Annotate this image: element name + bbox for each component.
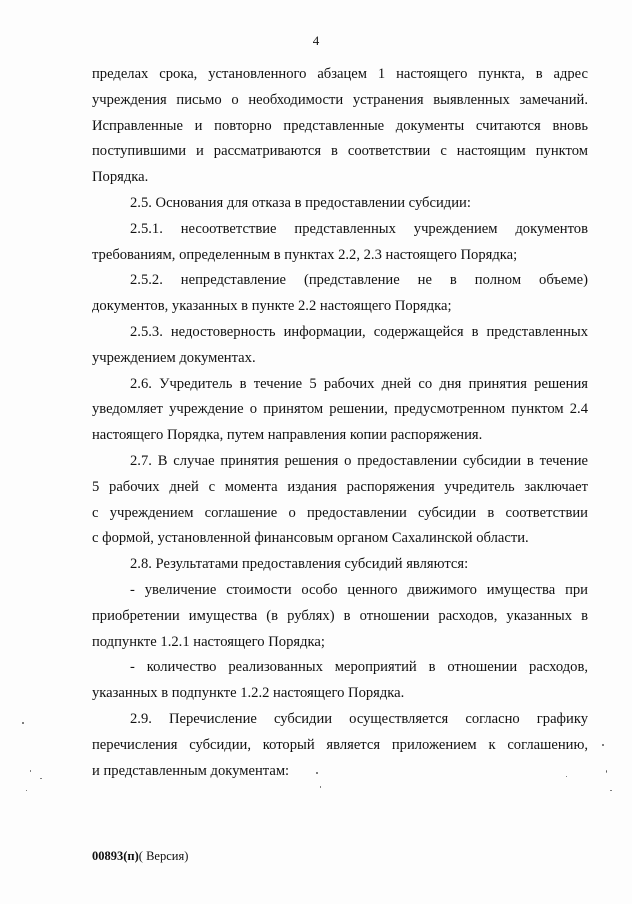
- text-line: перечисления субсидии, который является приложением к соглашению,: [92, 736, 588, 753]
- text-line: 2.5.2. непредставление (представление не в полном объеме): [130, 272, 588, 289]
- scan-speck: [566, 776, 567, 777]
- scan-speck: [320, 786, 321, 788]
- text-line: - увеличение стоимости особо ценного движимого имущества при: [130, 581, 588, 598]
- text-line: требованиям, определенным в пунктах 2.2, 2.3 настоящего Порядка;: [92, 246, 518, 263]
- text-line: документов, указанных в пункте 2.2 настоящего Порядка;: [92, 298, 452, 315]
- document-footer: [92, 849, 188, 864]
- scan-speck: [316, 772, 318, 774]
- text-line: 2.8. Результатами предоставления субсидий являются:: [130, 556, 469, 573]
- text-line: указанных в подпункте 1.2.2 настоящего Порядка.: [92, 685, 405, 702]
- text-line: пределах срока, установленного абзацем 1 настоящего пункта, в адрес: [92, 66, 588, 82]
- text-line: 2.9. Перечисление субсидии осуществляется согласно графику: [130, 710, 588, 727]
- text-line: 2.5.3. недостоверность информации, содержащейся в представленных: [130, 323, 588, 340]
- document-code: 00893(п): [92, 849, 139, 863]
- text-line: приобретении имущества (в рублях) в отношении расходов, указанных в: [92, 607, 588, 624]
- scan-speck: [606, 770, 607, 773]
- text-line: поступившими и рассматриваются в соответствии с настоящим пунктом: [92, 143, 588, 160]
- scan-speck: [602, 744, 604, 746]
- text-line: с формой, установленной финансовым органом Сахалинской области.: [92, 530, 529, 547]
- scan-speck: [30, 770, 31, 772]
- text-line: - количество реализованных мероприятий в отношении расходов,: [130, 659, 588, 676]
- page-number: 4: [312, 33, 320, 48]
- text-line: учреждения письмо о необходимости устранения выявленных замечаний.: [92, 91, 588, 108]
- document-body: [92, 62, 588, 784]
- text-line: 5 рабочих дней с момента издания распоряжения учредитель заключает: [92, 478, 588, 495]
- scan-speck: [26, 790, 27, 791]
- text-line: уведомляет учреждение о принятом решении, предусмотренном пунктом 2.4: [92, 401, 588, 418]
- scan-speck: [40, 778, 42, 779]
- text-line: учреждением документах.: [92, 349, 256, 366]
- document-version: ( Версия): [138, 849, 189, 863]
- text-line: Исправленные и повторно представленные документы считаются вновь: [92, 117, 588, 134]
- text-line: настоящего Порядка, путем направления копии распоряжения.: [92, 427, 483, 444]
- text-line: и представленным документам:: [92, 762, 290, 779]
- text-line: 2.7. В случае принятия решения о предоставлении субсидии в течение: [130, 452, 588, 469]
- text-line: с учреждением соглашение о предоставлении субсидии в соответствии: [92, 504, 588, 521]
- text-line: 2.6. Учредитель в течение 5 рабочих дней со дня принятия решения: [130, 375, 588, 392]
- text-line: 2.5.1. несоответствие представленных учреждением документов: [130, 220, 588, 237]
- text-line: 2.5. Основания для отказа в предоставлении субсидии:: [130, 194, 471, 211]
- scan-speck: [22, 722, 24, 724]
- scan-speck: [610, 790, 612, 791]
- text-line: Порядка.: [92, 169, 149, 186]
- text-line: подпункте 1.2.1 настоящего Порядка;: [92, 633, 325, 650]
